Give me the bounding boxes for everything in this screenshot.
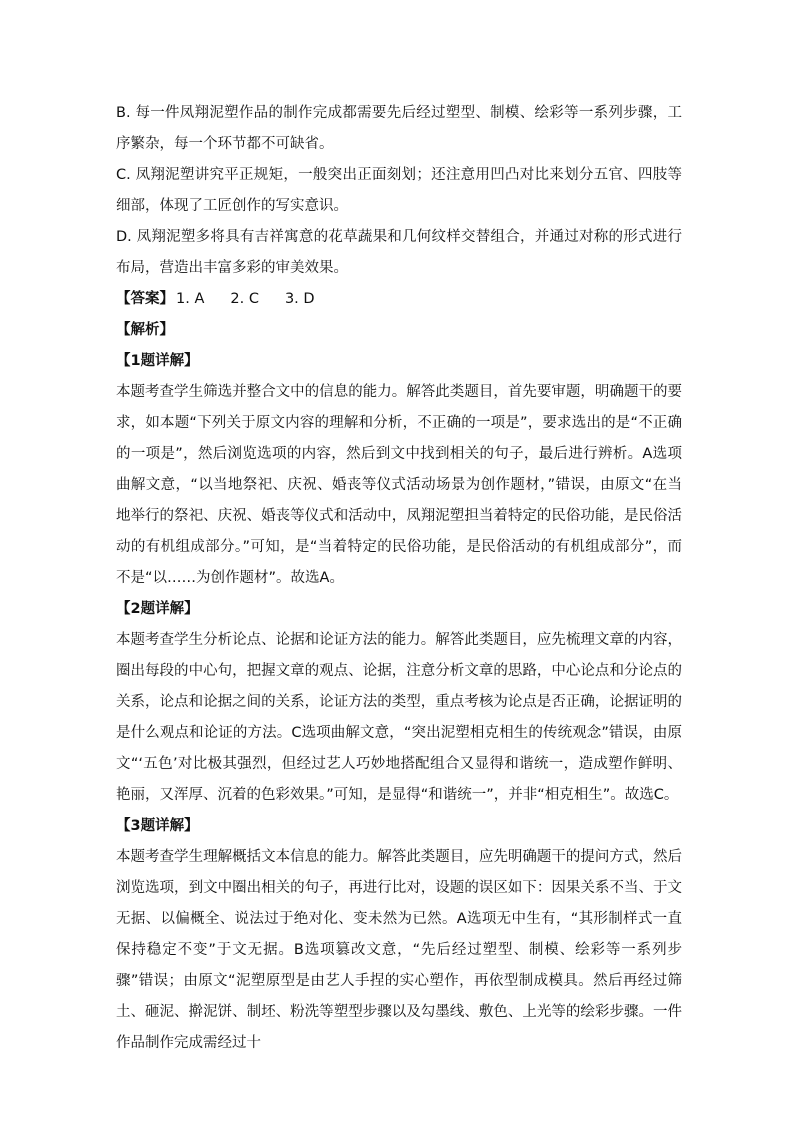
answer-item-2: 2. C (230, 291, 259, 307)
option-b: B. 每一件凤翔泥塑作品的制作完成都需要先后经过塑型、制模、绘彩等一系列步骤，工序繁杂，每一个环节都不可缺省。 (116, 105, 682, 152)
option-d: D. 凤翔泥塑多将具有吉祥寓意的花草蔬果和几何纹样交替组合，并通过对称的形式进行布局，营造出丰富多彩的审美效果。 (116, 229, 682, 276)
answer-item-1: 1. A (176, 291, 205, 307)
answer-item-3: 3. D (284, 291, 315, 307)
answer-line (116, 284, 682, 315)
q1-explanation: 本题考查学生筛选并整合文中的信息的能力。解答此类题目，首先要审题，明确题干的要求，如本题“下列关于原文内容的理解和分析，不正确的一项是”，要求选出的是“不正确的一项是”，然后浏览选项的内容，然后到文中找到相关的句子，最后进行辨析。A选项曲解文意，“以当地祭祀、庆祝、婚丧等仪式活动场景为创作题材，”错误，由原文“在当地举行的祭祀、庆祝、婚丧等仪式和活动中，凤翔泥塑担当着特定的民俗功能，是民俗活动的有机组成部分。”可知，是“当着特定的民俗功能，是民俗活动的有机组成部分”，而不是“以……为创作题材”。故选A。 (116, 384, 682, 586)
answer-label: 【答案】 (116, 291, 174, 307)
q2-heading: 【2题详解】 (116, 601, 199, 617)
q1-heading: 【1题详解】 (116, 353, 199, 369)
q2-explanation: 本题考查学生分析论点、论据和论证方法的能力。解答此类题目，应先梳理文章的内容，圈出每段的中心句，把握文章的观点、论据，注意分析文章的思路，中心论点和分论点的关系，论点和论据之间的关系，论证方法的类型，重点考核为论点是否正确，论据证明的是什么观点和论证的方法。C选项曲解文意，“突出泥塑相克相生的传统观念”错误，由原文“‘五色’对比极其强烈，但经过艺人巧妙地搭配组合又显得和谐统一，造成塑作鲜明、艳丽，又浑厚、沉着的色彩效果。”可知，是显得“和谐统一”，并非“相克相生”。故选C。 (116, 632, 682, 803)
q3-explanation: 本题考查学生理解概括文本信息的能力。解答此类题目，应先明确题干的提问方式，然后浏览选项，到文中圈出相关的句子，再进行比对，设题的误区如下：因果关系不当、于文无据、以偏概全、说法过于绝对化、变未然为已然。A选项无中生有，“其形制样式一直保持稳定不变”于文无据。B选项篡改文意，“先后经过塑型、制模、绘彩等一系列步骤”错误；由原文“泥塑原型是由艺人手捏的实心塑作，再依型制成模具。然后再经过筛土、砸泥、擀泥饼、制坯、粉洗等塑型步骤以及勾墨线、敷色、上光等的绘彩步骤。一件作品制作完成需经过十 (116, 849, 682, 1051)
option-c: C. 凤翔泥塑讲究平正规矩，一般突出正面刻划；还注意用凹凸对比来划分五官、四肢等细部，体现了工匠创作的写实意识。 (116, 167, 682, 214)
analysis-label: 【解析】 (116, 322, 174, 338)
q3-heading: 【3题详解】 (116, 818, 199, 834)
document-page (116, 98, 682, 1059)
